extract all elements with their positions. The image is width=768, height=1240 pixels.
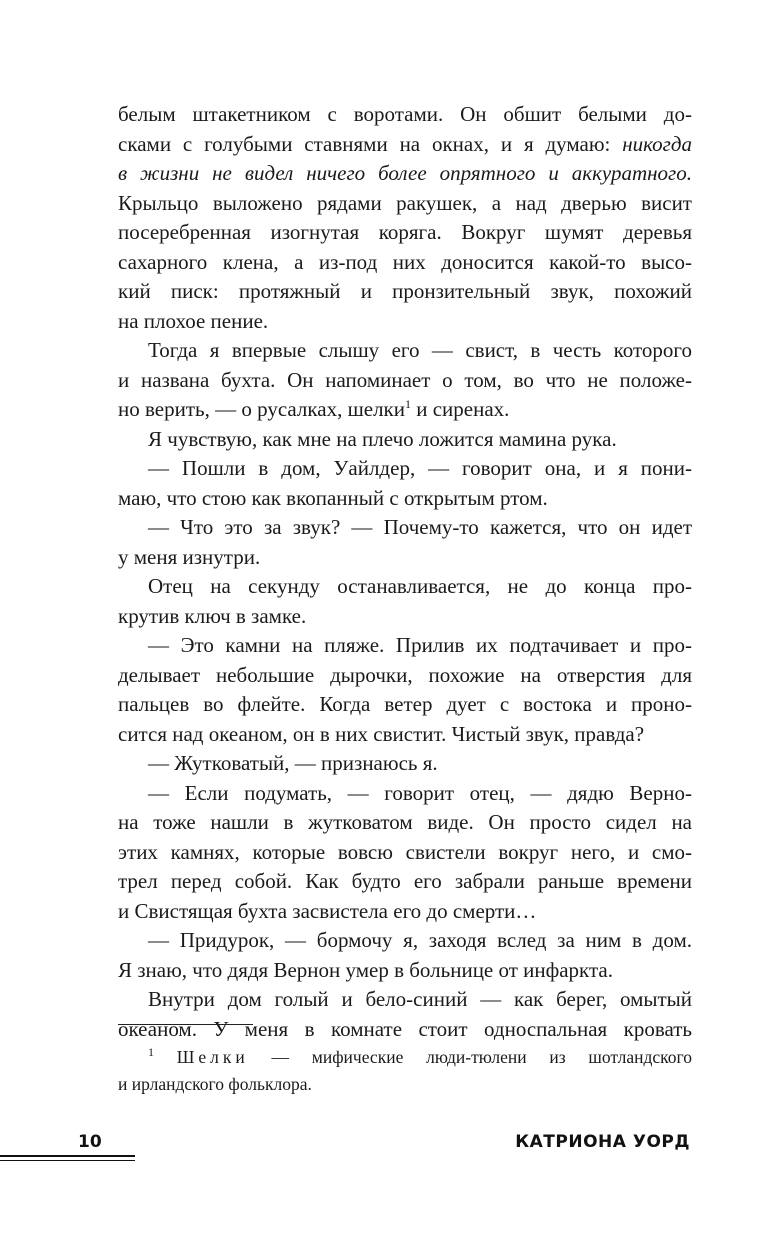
text-line: кий писк: протяжный и пронзительный звук, похожий bbox=[118, 279, 692, 303]
footnote bbox=[118, 1044, 692, 1098]
footnote-divider bbox=[118, 1024, 253, 1025]
text-line: Я чувствую, как мне на плечо ложится мамина рука. bbox=[148, 426, 617, 451]
footnote-term: Шелки bbox=[176, 1047, 249, 1067]
text-line: сками с голубыми ставнями на окнах, и я думаю: никогда bbox=[118, 131, 692, 156]
text-line: Тогда я впервые слышу его — свист, в честь которого bbox=[148, 338, 692, 362]
text-line: делывает небольшие дырочки, похожие на отверстия для bbox=[118, 662, 692, 687]
text-line: океаном. У меня в комнате стоит односпальная кровать bbox=[118, 1016, 692, 1041]
text-line: на тоже нашли в жутковатом виде. Он просто сидел на bbox=[118, 810, 692, 834]
footnote-line: и ирландского фольклора. bbox=[118, 1074, 312, 1094]
footnote-ref: 1 bbox=[405, 397, 411, 411]
text-line: Я знаю, что дядя Вернон умер в больнице от инфаркта. bbox=[118, 957, 613, 982]
text-line: — Что это за звук? — Почему-то кажется, что он идет bbox=[148, 515, 692, 539]
text-line: — Если подумать, — говорит отец, — дядю Верно- bbox=[148, 780, 692, 805]
footnote-line: $^1$ Шелки — мифические люди-тюлени из шотландского bbox=[148, 1045, 692, 1067]
text-line: — Это камни на пляже. Прилив их подтачивает и про- bbox=[148, 633, 692, 657]
italic-thought: никогда bbox=[622, 131, 692, 156]
text-line: на плохое пение. bbox=[118, 308, 269, 333]
text-line: сахарного клена, а из-под них доносится какой-то высо- bbox=[118, 249, 692, 274]
page-number: 10 bbox=[78, 1132, 102, 1152]
text-line: — Жутковатый, — признаюсь я. bbox=[148, 751, 438, 775]
text-line: белым штакетником с воротами. Он обшит белыми до- bbox=[118, 102, 692, 126]
italic-thought-line: в жизни не видел ничего более опрятного и аккуратного. bbox=[118, 161, 692, 185]
text-line: Крыльцо выложено рядами ракушек, а над дверью висит bbox=[118, 190, 692, 215]
footer-rule bbox=[0, 1160, 135, 1161]
text-line: трел перед собой. Как будто его забрали раньше времени bbox=[118, 869, 692, 893]
text-line: посеребренная изогнутая коряга. Вокруг шумят деревья bbox=[118, 220, 692, 244]
running-head-author: КАТРИОНА УОРД bbox=[515, 1132, 690, 1152]
text-line: маю, что стою как вкопанный с открытым ртом. bbox=[118, 485, 548, 510]
text-line: — Пошли в дом, Уайлдер, — говорит она, и я пони- bbox=[148, 456, 692, 480]
text-line: и Свистящая бухта засвистела его до смерти… bbox=[118, 898, 537, 923]
main-text bbox=[118, 100, 692, 1044]
text-line: пальцев во флейте. Когда ветер дует с востока и проно- bbox=[118, 692, 692, 716]
text-line: у меня изнутри. bbox=[118, 544, 261, 569]
text-line: — Придурок, — бормочу я, заходя вслед за ним в дом. bbox=[148, 928, 692, 952]
text-line: Внутри дом голый и бело-синий — как берег, омытый bbox=[148, 987, 692, 1011]
text-line: и названа бухта. Он напоминает о том, во что не положе- bbox=[118, 367, 692, 392]
text-line: Отец на секунду останавливается, не до конца про- bbox=[148, 574, 692, 598]
text-line: но верить, — о русалках, шелки$^1$ и сиренах. bbox=[118, 397, 510, 421]
text-line: крутив ключ в замке. bbox=[118, 603, 307, 628]
footer-rule bbox=[0, 1155, 135, 1157]
text-line: сится над океаном, он в них свистит. Чистый звук, правда? bbox=[118, 721, 645, 746]
footnote-marker: 1 bbox=[148, 1045, 154, 1060]
page-footer bbox=[0, 1128, 768, 1168]
text-line: этих камнях, которые вовсю свистели вокруг него, и смо- bbox=[118, 839, 692, 864]
